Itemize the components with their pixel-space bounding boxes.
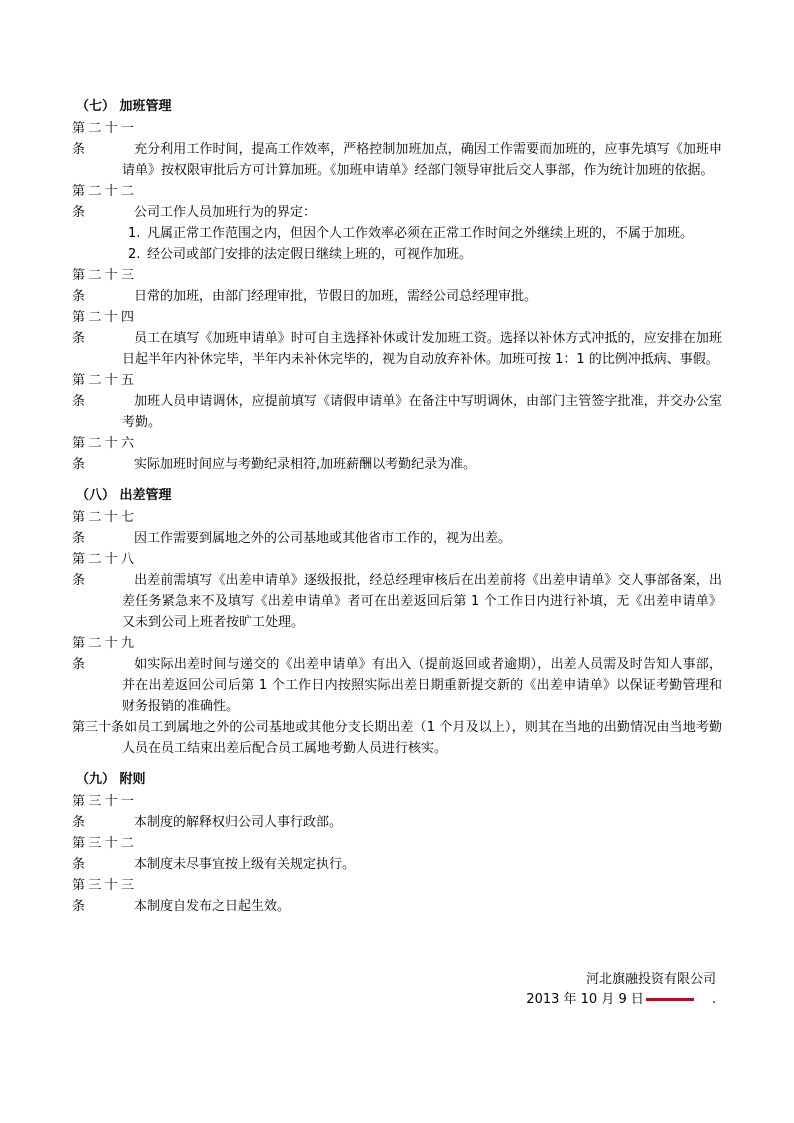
section-spacer [72, 759, 722, 769]
signature-date: 2013 年 10 月 9 日 [526, 992, 644, 1007]
article-26 [72, 433, 722, 475]
article-30 [72, 717, 722, 759]
section-spacer [72, 475, 722, 485]
article-32 [72, 833, 722, 875]
section-heading-supplementary: （九） 附则 [76, 772, 146, 787]
article-number: 第二十五条 [72, 373, 134, 409]
article-25 [72, 370, 722, 433]
article-text: 员工在填写《加班申请单》时可自主选择补休或计发加班工资。选择以补休方式冲抵的，应安排在加班日起半年内补休完毕，半年内未补休完毕的，视为自动放弃补休。加班可按 1：1 的比例冲抵病、事假。 [122, 331, 722, 367]
article-number: 第二十二条 [72, 184, 134, 220]
article-text: 实际加班时间应与考勤纪录相符,加班薪酬以考勤纪录为准。 [134, 457, 477, 472]
article-number: 第二十六条 [72, 436, 134, 472]
article-28 [72, 549, 722, 633]
signature-date-row [526, 990, 716, 1010]
list-item [72, 223, 722, 244]
red-underline-mark [646, 998, 694, 1001]
article-text: 本制度的解释权归公司人事行政部。 [134, 815, 343, 830]
article-29 [72, 633, 722, 717]
article-text: 如员工到属地之外的公司基地或其他分支长期出差（1 个月及以上），则其在当地的出勤情况由当地考勤人员在员工结束出差后配合员工属地考勤人员进行核实。 [122, 720, 722, 756]
article-number: 第二十七条 [72, 510, 134, 546]
list-text: 凡属正常工作范围之内，但因个人工作效率必须在正常工作时间之外继续上班的，不属于加班。 [147, 226, 694, 241]
article-number: 第三十条 [72, 720, 125, 735]
article-24 [72, 307, 722, 370]
list-text: 经公司或部门安排的法定假日继续上班的，可视作加班。 [147, 247, 473, 262]
article-number: 第二十八条 [72, 552, 134, 588]
article-33 [72, 875, 722, 917]
article-21 [72, 118, 722, 181]
document-body [72, 96, 722, 917]
article-31 [72, 791, 722, 833]
article-number: 第二十三条 [72, 268, 134, 304]
list-item [72, 244, 722, 265]
article-number: 第三十一条 [72, 794, 134, 830]
article-text: 如实际出差时间与递交的《出差申请单》有出入（提前返回或者逾期），出差人员需及时告知人事部，并在出差返回公司后第 1 个工作日内按照实际出差日期重新提交新的《出差申请单》以保证考勤管理和财务报销的准确性。 [122, 657, 722, 714]
article-text: 日常的加班，由部门经理审批，节假日的加班，需经公司总经理审批。 [134, 289, 538, 304]
article-number: 第三十三条 [72, 878, 134, 914]
article-number: 第二十九条 [72, 636, 134, 672]
list-number: 2. [128, 247, 141, 262]
article-text: 公司工作人员加班行为的界定： [134, 205, 317, 220]
company-name: 河北旗融投资有限公司 [585, 972, 716, 987]
article-number: 第二十一条 [72, 121, 134, 157]
article-text: 本制度未尽事宜按上级有关规定执行。 [134, 857, 356, 872]
list-number: 1. [128, 226, 141, 241]
article-number: 第三十二条 [72, 836, 134, 872]
article-27 [72, 507, 722, 549]
article-text: 加班人员申请调休，应提前填写《请假申请单》在备注中写明调休，由部门主管签字批准，并交办公室考勤。 [122, 394, 722, 430]
article-text: 充分利用工作时间，提高工作效率，严格控制加班加点，确因工作需要而加班的，应事先填写《加班申请单》按权限审批后方可计算加班。《加班申请单》经部门领导审批后交人事部，作为统计加班的依据。 [122, 142, 722, 178]
article-text: 本制度自发布之日起生效。 [134, 899, 291, 914]
trailing-dot: . [711, 992, 716, 1007]
article-22 [72, 181, 722, 223]
article-23 [72, 265, 722, 307]
article-number: 第二十四条 [72, 310, 134, 346]
article-text: 出差前需填写《出差申请单》逐级报批，经总经理审核后在出差前将《出差申请单》交人事部备案，出差任务紧急来不及填写《出差申请单》者可在出差返回后第 1 个工作日内进行补填，无《出差申请单》又未到公司上班者按旷工处理。 [122, 573, 722, 630]
article-text: 因工作需要到属地之外的公司基地或其他省市工作的，视为出差。 [134, 531, 512, 546]
section-heading-business-travel: （八） 出差管理 [76, 488, 172, 503]
signature-block [526, 970, 716, 1010]
section-heading-overtime: （七） 加班管理 [76, 99, 172, 114]
